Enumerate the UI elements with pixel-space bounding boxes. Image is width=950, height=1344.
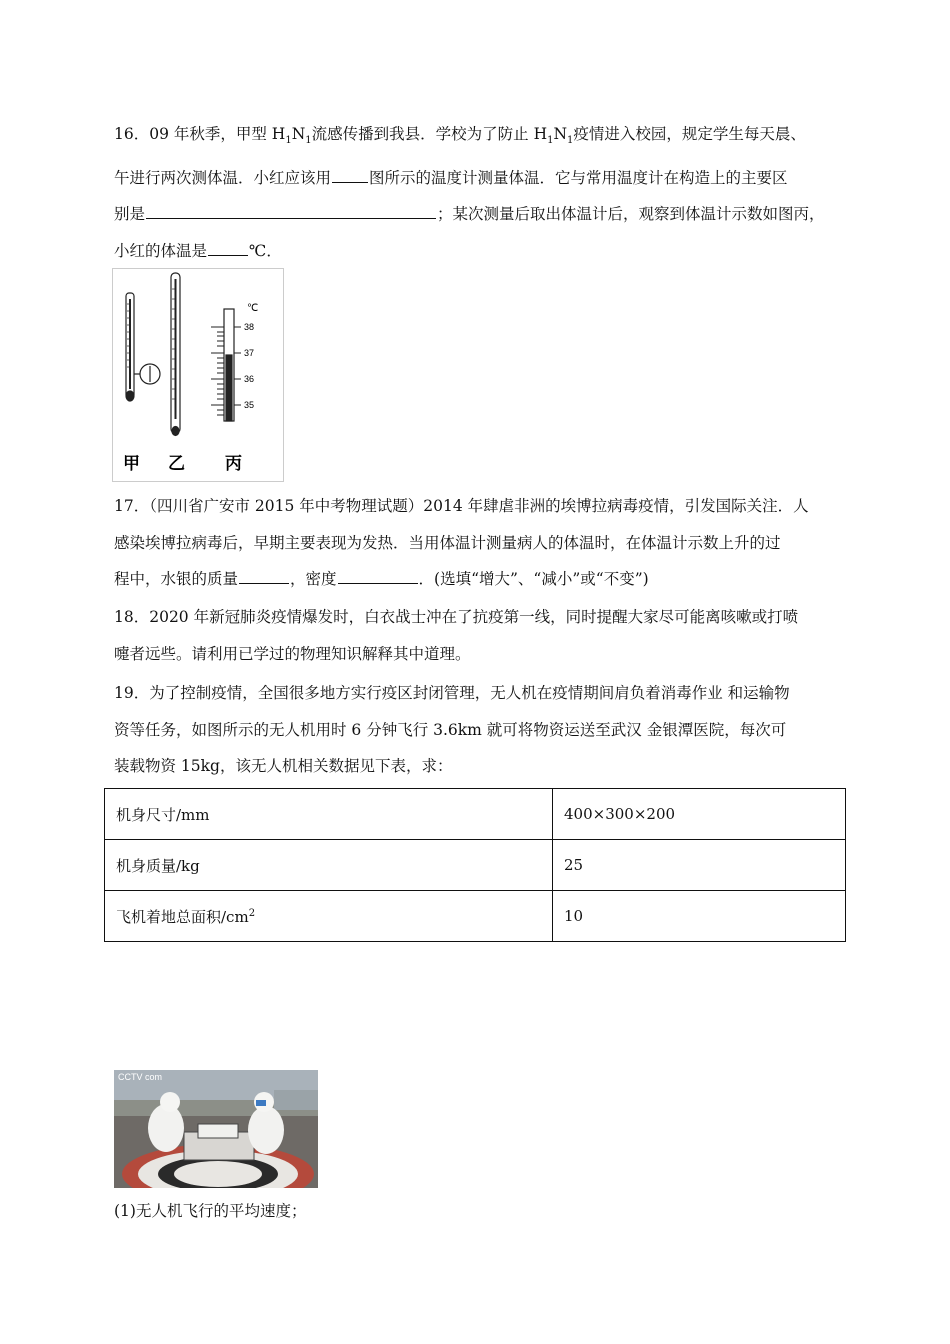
q17-line3: 程中，水银的质量 ，密度 ．(选填“增大”、“减小”或“不变”) [114, 570, 649, 588]
q17-line2: 感染埃博拉病毒后，早期主要表现为发热．当用体温计测量病人的体温时，在体温计示数上升的过 [114, 533, 781, 552]
table-row [105, 891, 846, 942]
answer-blank [332, 181, 368, 183]
q17-text [114, 488, 844, 598]
photo-watermark: CCTV com [118, 1072, 163, 1082]
thermometer-drawing [113, 269, 283, 481]
table-cell-label: 机身质量/kg [105, 840, 553, 891]
table-row [105, 789, 846, 840]
scale-tick: 37 [244, 348, 255, 358]
q16-line4: 小红的体温是 ℃． [114, 241, 282, 260]
q19-text [114, 675, 844, 785]
scale-unit: ℃ [247, 303, 259, 314]
answer-blank [239, 582, 289, 584]
q18-line2: 嚏者远些。请利用已学过的物理知识解释其中道理。 [114, 644, 471, 663]
table-cell-value: 400×300×200 [553, 789, 846, 840]
thermometer-yi [134, 273, 180, 436]
q19-line1: 19．为了控制疫情，全国很多地方实行疫区封闭管理，无人机在疫情期间肩负着消毒作业 和运输物 [114, 684, 790, 702]
table-row [105, 840, 846, 891]
q16-line1: 16．09 年秋季，甲型 $H_1N_1$流感传播到我县．学校为了防止 $H_1N_1$疫情进入校园，规定学生每天晨、 [114, 125, 806, 147]
drone-photo [114, 1070, 318, 1188]
thermometer-bing [211, 309, 241, 421]
q19-line3: 装载物资 15kg，该无人机相关数据见下表，求： [114, 757, 453, 775]
q16-line2: 午进行两次测体温．小红应该用 图所示的温度计测量体温．它与常用温度计在构造上的主要区 [114, 168, 788, 187]
scale-tick: 35 [244, 400, 255, 410]
q18-text [114, 599, 844, 672]
q16-line3: 别是 ；某次测量后取出体温计后，观察到体温计示数如图丙， [114, 205, 825, 224]
scale-tick: 38 [244, 322, 255, 332]
thermometer-figure [112, 268, 284, 482]
table-cell-value: 10 [553, 891, 846, 942]
thermometer-jia [126, 293, 134, 401]
q19-line2: 资等任务，如图所示的无人机用时 6 分钟飞行 3.6km 就可将物资运送至武汉 金银潭医院，每次可 [114, 720, 787, 739]
q18-line1: 18．2020 年新冠肺炎疫情爆发时，白衣战士冲在了抗疫第一线，同时提醒大家尽可能离咳嗽或打喷 [114, 608, 799, 626]
answer-blank [338, 582, 418, 584]
scale-tick: 36 [244, 374, 255, 384]
q17-line1: 17．（四川省广安市 2015 年中考物理试题）2014 年肆虐非洲的埃博拉病毒疫情，引发国际关注．人 [114, 497, 809, 515]
drone-data-table [104, 788, 846, 942]
q16-text [114, 116, 844, 269]
table-cell-label: 飞机着地总面积$/cm^2$ [105, 891, 553, 942]
drone-photo-drawing [114, 1070, 318, 1188]
figure-label-yi: 乙 [168, 454, 185, 474]
q19-sub1: (1)无人机飞行的平均速度； [114, 1202, 307, 1220]
table-cell-label: 机身尺寸/mm [105, 789, 553, 840]
answer-blank [146, 217, 436, 219]
figure-label-jia: 甲 [123, 454, 140, 474]
answer-blank [208, 254, 248, 256]
table-cell-value: 25 [553, 840, 846, 891]
figure-label-bing: 丙 [225, 454, 242, 474]
